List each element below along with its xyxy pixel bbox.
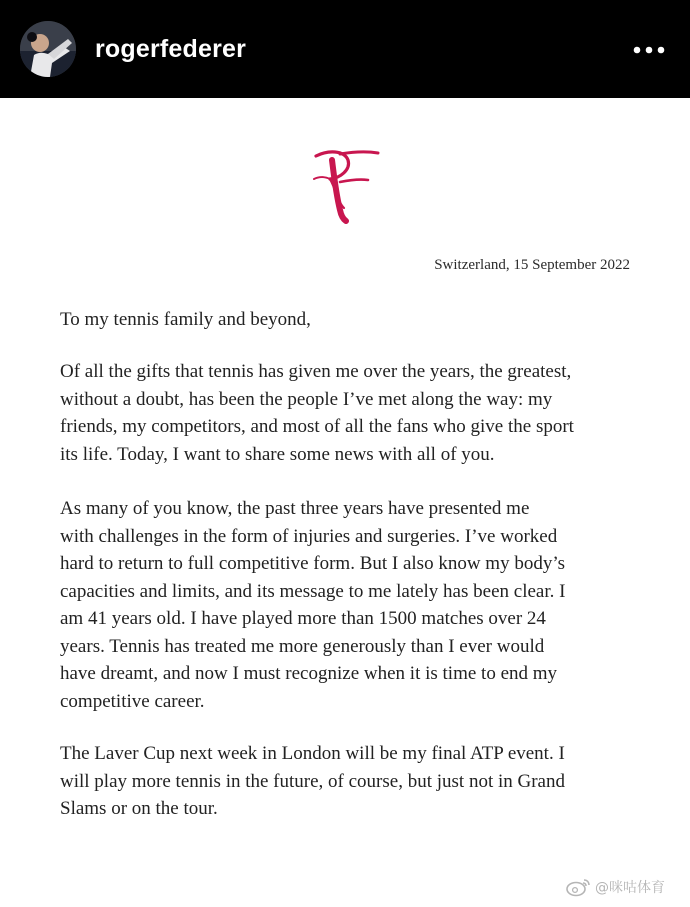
avatar-image (20, 21, 76, 77)
username[interactable]: rogerfederer (95, 35, 247, 63)
paragraph-line: will play more tennis in the future, of course, but just not in Grand (60, 770, 565, 792)
paragraph-line: with challenges in the form of injuries and surgeries. I’ve worked (60, 525, 558, 547)
salutation-line: To my tennis family and beyond, (60, 309, 311, 330)
more-options-icon[interactable] (630, 40, 670, 60)
paragraph-line: As many of you know, the past three years have presented me (60, 498, 530, 519)
letter-date: Switzerland, 15 September 2022 (434, 257, 630, 273)
post-header (0, 0, 690, 98)
paragraph-line: have dreamt, and now I must recognize when it is time to end my (60, 663, 558, 684)
paragraph-line: its life. Today, I want to share some news with all of you. (60, 443, 495, 465)
salutation (60, 306, 640, 334)
paragraph-line: competitive career. (60, 690, 205, 712)
profile-avatar[interactable] (20, 21, 76, 77)
paragraph-1 (60, 358, 640, 468)
paragraph-line: The Laver Cup next week in London will be my final ATP event. I (60, 743, 565, 764)
weibo-watermark (565, 876, 665, 898)
paragraph-line: capacities and limits, and its message to me lately has been clear. I (60, 580, 566, 602)
paragraph-line: friends, my competitors, and most of all the fans who give the sport (60, 416, 574, 437)
weibo-icon (565, 877, 591, 897)
paragraph-3 (60, 740, 640, 823)
paragraph-line: hard to return to full competitive form. But I also know my body’s (60, 553, 566, 574)
paragraph-line: Of all the gifts that tennis has given me over the years, the greatest, (60, 361, 572, 382)
watermark-text: @咪咕体育 (595, 880, 665, 896)
paragraph-line: Slams or on the tour. (60, 798, 218, 819)
paragraph-line: without a doubt, has been the people I’ve met along the way: my (60, 388, 553, 410)
paragraph-line: am 41 years old. I have played more than 1500 matches over 24 (60, 608, 546, 629)
paragraph-line: years. Tennis has treated me more generously than I ever would (60, 635, 545, 657)
paragraph-2 (60, 495, 640, 715)
rf-logo-mark (310, 148, 382, 224)
rf-logo (310, 148, 382, 224)
